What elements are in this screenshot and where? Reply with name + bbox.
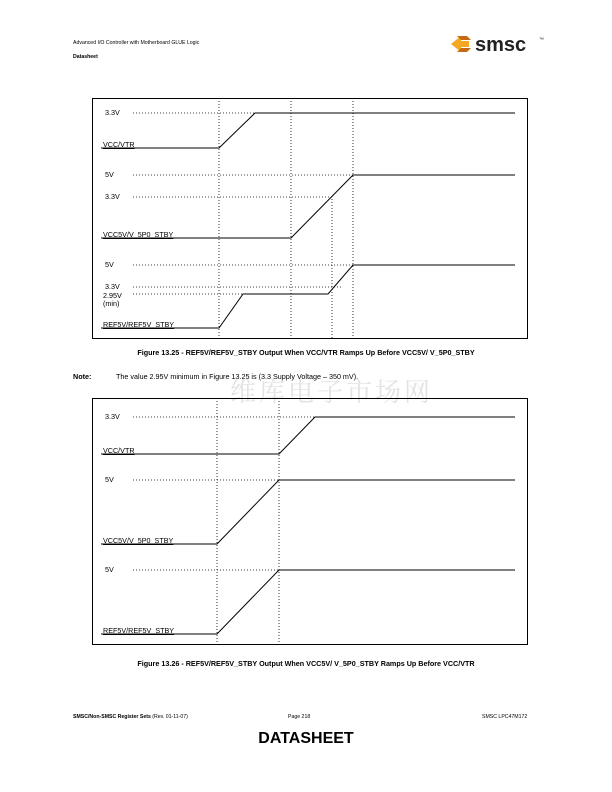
level-label-5v: 5V bbox=[105, 170, 114, 179]
timing-diagram-figure-13-26 bbox=[92, 398, 528, 645]
signal-label-vcc-vtr: VCC/VTR bbox=[103, 446, 135, 455]
level-label-5v: 5V bbox=[105, 475, 114, 484]
level-label-3-3v: 3.3V bbox=[105, 282, 120, 291]
figure-caption-13-26: Figure 13.26 - REF5V/REF5V_STBY Output When VCC5V/ V_5P0_STBY Ramps Up Before VCC/VTR bbox=[137, 659, 475, 668]
figure-caption-13-25: Figure 13.25 - REF5V/REF5V_STBY Output When VCC/VTR Ramps Up Before VCC5V/ V_5P0_STBY bbox=[137, 348, 475, 357]
logo-trademark: ™ bbox=[539, 37, 544, 43]
footer-left: SMSC/Non-SMSC Register Sets (Rev. 01-11-07) bbox=[73, 714, 188, 720]
signal-label-ref5v: REF5V/REF5V_STBY bbox=[103, 320, 175, 329]
timing-diagram-2-graphics bbox=[93, 399, 529, 646]
level-label-min: (min) bbox=[103, 299, 120, 308]
level-label-3-3v: 3.3V bbox=[105, 108, 120, 117]
level-label-5v: 5V bbox=[105, 260, 114, 269]
signal-label-vcc5v: VCC5V/V_5P0_STBY bbox=[103, 536, 174, 545]
timing-diagram-figure-13-25 bbox=[92, 98, 528, 339]
note-text: The value 2.95V minimum in Figure 13.25 is (3.3 Supply Voltage – 350 mV). bbox=[116, 372, 359, 381]
document-header-title: Advanced I/O Controller with Motherboard GLUE Logic bbox=[73, 40, 200, 46]
signal-label-vcc5v: VCC5V/V_5P0_STBY bbox=[103, 230, 174, 239]
note-label: Note: bbox=[73, 372, 92, 381]
smsc-logo bbox=[447, 30, 547, 58]
document-header-subtitle: Datasheet bbox=[73, 54, 98, 60]
footer-part-number: SMSC LPC47M172 bbox=[482, 714, 528, 720]
smsc-logo-icon bbox=[447, 30, 547, 58]
timing-diagram-1-graphics bbox=[93, 99, 529, 340]
signal-label-ref5v: REF5V/REF5V_STBY bbox=[103, 626, 175, 635]
logo-text: smsc bbox=[475, 34, 527, 56]
footer-page-number: Page 218 bbox=[288, 714, 311, 720]
signal-label-vcc-vtr: VCC/VTR bbox=[103, 140, 135, 149]
level-label-3-3v: 3.3V bbox=[105, 412, 120, 421]
level-label-3-3v: 3.3V bbox=[105, 192, 120, 201]
level-label-5v: 5V bbox=[105, 565, 114, 574]
watermark: 维库电子市场网 bbox=[230, 378, 434, 408]
level-label-2-95v: 2.95V bbox=[103, 291, 122, 300]
footer-datasheet-banner: DATASHEET bbox=[258, 730, 354, 747]
